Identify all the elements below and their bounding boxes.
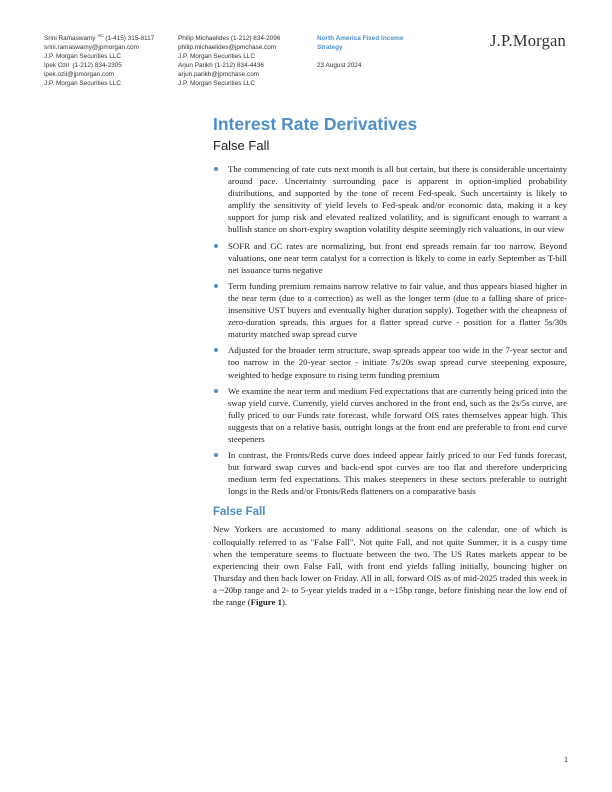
bullet-icon <box>214 453 218 457</box>
author-arjun-line: Arjun Parikh (1-212) 834-4436 <box>178 61 264 69</box>
bullet-icon <box>214 244 218 248</box>
department-line-1: North America Fixed Income <box>317 35 404 42</box>
department-line-2: Strategy <box>317 43 343 51</box>
bullet-text: In contrast, the Fronts/Reds curve does indeed appear fairly priced to our Fed funds forecast, but forward swap curves and back-end spot curves are too flat and therefore underpricing medium term fed expectations. This makes steepeners in these sectors preferable to outright longs in the Reds and/or Fronts/Reds flatteners on a comparative basis <box>228 450 567 497</box>
report-title: Interest Rate Derivatives <box>213 114 418 134</box>
report-date: 23 August 2024 <box>317 61 362 69</box>
bullet-icon <box>214 167 218 171</box>
author-column-1 <box>44 32 155 88</box>
summary-bullet <box>213 449 567 497</box>
bullet-text: We examine the near term and medium Fed expectations that are currently being priced into the swap yield curve. Currently, yield curves anchored in the front end, such as the 2s/5s curve, are fully priced to our Funds rate forecast, while forward OIS rates themselves appear high. This suggests that on a relative basis, outright longs at the front end are preferable to front end curve steepeners <box>228 385 567 444</box>
figure-reference[interactable]: Figure 1 <box>250 597 282 607</box>
author-ipek-line: Ipek Ozil (1-212) 834-2305 <box>44 61 122 69</box>
author-philip-firm: J.P. Morgan Securities LLC <box>178 52 255 60</box>
author-arjun-email[interactable]: arjun.parikh@jpmchase.com <box>178 70 260 78</box>
summary-bullet <box>213 240 567 276</box>
section-body-text: New Yorkers are accustomed to many additional seasons on the calendar, one of which is colloquially referred to as "False Fall". Not quite Fall, and not quite Summer, it is a cuspy time when the temperature seems to fluctuate between the two. The US Rates markets appear to be experiencing their own False Fall, with front end yields falling initially, bouncing higher on Thursday and then back lower on Friday. All in all, forward OIS as of mid-2025 traded this week in a ~20bp range and 2- to 5-year yields traded in a ~15bp range, before finishing near the low end of the range ( <box>213 524 567 607</box>
bullet-icon <box>214 284 218 288</box>
summary-bullet <box>213 344 567 380</box>
summary-bullet <box>213 385 567 445</box>
main-content <box>213 114 567 608</box>
bullet-text: SOFR and GC rates are normalizing, but front end spreads remain far too narrow. Beyond valuations, one near term catalyst for a correction is likely to come in early September as T-bill net issuance turns negative <box>228 240 567 275</box>
author-ipek-email[interactable]: ipek.ozil@jpmorgan.com <box>44 70 115 78</box>
report-subtitle: False Fall <box>213 138 270 153</box>
summary-bullet <box>213 163 567 236</box>
jpmorgan-logo: J.P.Morgan <box>490 31 566 50</box>
author-column-2 <box>178 35 280 88</box>
section-body <box>213 523 567 608</box>
bullet-icon <box>214 389 218 393</box>
summary-bullet <box>213 280 567 340</box>
department-block <box>317 35 403 71</box>
bullet-icon <box>214 348 218 352</box>
bullet-text: Term funding premium remains narrow relative to fair value, and thus appears biased higher in the near term (due to a correction) as well as the longer term (due to a falling share of price-insensitive UST buyers and eventually higher duration supply). Together with the cheapness of zero-duration spreads, this argues for a flatter spread curve - position for a flatter 5s/30s maturity matched swap spread curve <box>228 280 567 340</box>
author-arjun-firm: J.P. Morgan Securities LLC <box>178 79 255 87</box>
bullet-text: The commencing of rate cuts next month is all but certain, but there is considerable uncertainty around pace. Uncertainty surrounding pace is apparent in option-implied probability distributions, and supported by the tone of recent Fed-speak. Such uncertainty is likely to amplify the sensitivity of yield levels to Fed-speak and/or economic data, making it a key support for jump risk and elevated realized volatility, and is significant enough to warrant a bullish stance on short-expiry swaption volatility despite seemingly rich valuations, in our view <box>228 164 567 235</box>
author-srini-line: Srini Ramaswamy $^{AC}$ (1-415) 315-8117 <box>44 32 155 42</box>
section-body-end: ). <box>281 597 288 607</box>
author-srini-firm: J.P. Morgan Securities LLC <box>44 52 121 60</box>
author-philip-line: Philip Michaelides (1-212) 834-2096 <box>178 35 281 42</box>
section-heading: False Fall <box>213 506 266 519</box>
summary-bullets <box>213 163 567 497</box>
page-number: 1 <box>564 757 568 764</box>
bullet-text: Adjusted for the broader term structure, swap spreads appear too wide in the 7-year sector and too narrow in the 20-year sector - initiate 7s/20s swap spread curve steepening exposure, weighted to hedge exposure to rising term funding premium <box>228 345 567 380</box>
author-srini-email[interactable]: srini.ramaswamy@jpmorgan.com <box>44 43 139 51</box>
author-ipek-firm: J.P. Morgan Securities LLC <box>44 79 121 87</box>
author-philip-email[interactable]: philip.michaelides@jpmchase.com <box>178 43 277 51</box>
